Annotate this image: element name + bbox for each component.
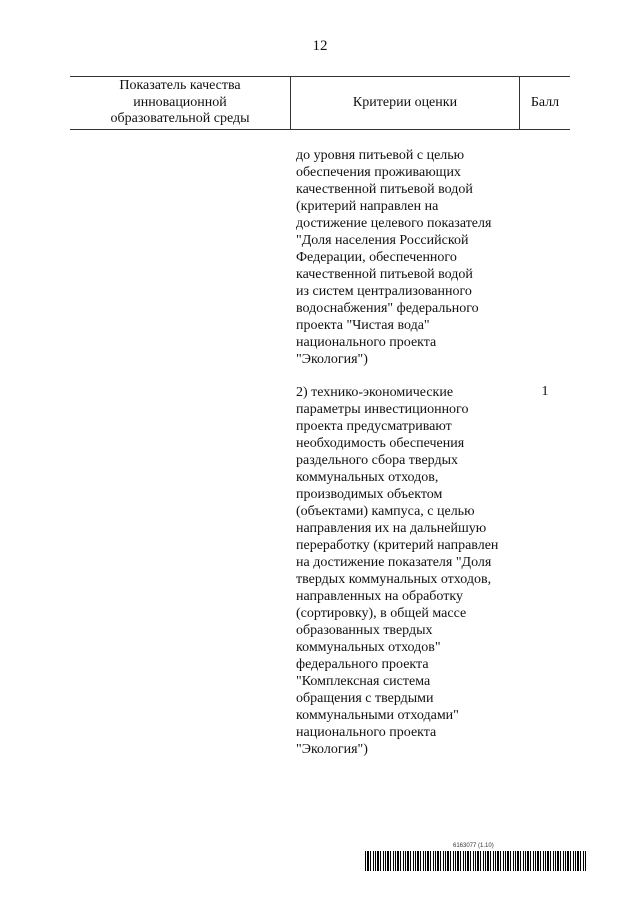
criterion-score: 1 [541,384,549,399]
page-number: 12 [312,38,328,54]
header-criteria: Критерии оценки [291,77,520,129]
document-code: 6163077 (1.10) [453,843,494,849]
header-indicator: Показатель качества инновационной образовательной среды [70,77,291,129]
table-header [70,76,570,130]
criterion-text: 2) технико-экономические параметры инвестиционного проекта предусматривают необходимость обеспечения раздельного сбора твердых коммунальных отходов, производимых объектом (объектами) кампуса, с целью направления их на дальнейшую переработку (критерий направлен на достижение показателя "Доля твердых коммунальных отходов, направленных на обработку (сортировку), в общей массе образованных твердых коммунальных отходов" федерального проекта "Комплексная система обращения с твердыми коммунальными отходами" национального проекта "Экология") [296,385,499,757]
criterion-text: до уровня питьевой с целью обеспечения проживающих качественной питьевой водой (критерий направлен на достижение целевого показателя "Доля населения Российской Федерации, обеспеченного качественной питьевой водой из систем централизованного водоснабжения" федерального проекта "Чистая вода" национального проекта "Экология") [296,148,492,367]
barcode [365,851,587,871]
header-score: Балл [530,94,560,110]
